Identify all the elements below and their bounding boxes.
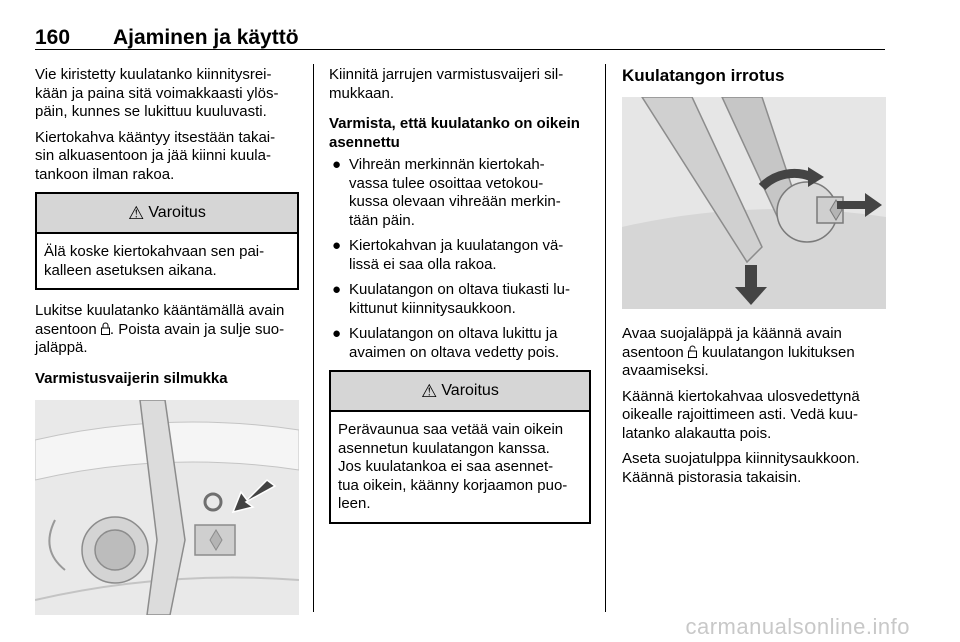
warning-header <box>37 194 297 234</box>
warning-box <box>35 192 299 290</box>
page-number: 160 <box>35 26 71 49</box>
warning-title: Varoitus <box>441 381 499 399</box>
page-header <box>35 22 885 50</box>
list-item: ● Vihreän merkinnän kiertokah- vassa tulee osoittaa vetokou- kussa olevaan vihreään merkin- tään päin. <box>332 156 561 229</box>
page-title: Ajaminen ja käyttö <box>113 26 299 49</box>
column-2 <box>329 66 591 536</box>
section-heading: Kuulatangon irrotus <box>622 66 785 85</box>
lock-open-icon <box>688 345 698 358</box>
warning-text: Älä koske kiertokahvaan sen pai- kalleen asetuksen aikana. <box>44 243 265 279</box>
safety-cable-eye-illustration <box>35 400 299 615</box>
check-list <box>329 156 591 362</box>
paragraph: Vie kiristetty kuulatanko kiinnitysrei- kään ja paina sitä voimakkaasti ylös- päin, kunnes se lukittuu kuuluvasti. <box>35 66 279 120</box>
warning-title: Varoitus <box>148 203 206 221</box>
warning-triangle-icon: ⚠ <box>421 380 438 401</box>
section-heading: Varmistusvaijerin silmukka <box>35 369 228 387</box>
paragraph: Kiertokahva kääntyy itsestään takai- sin alkuasentoon ja jää kiinni kuula- tankoon ilman rakoa. <box>35 128 276 183</box>
list-item: ● Kuulatangon on oltava lukittu ja avaimen on oltava vedetty pois. <box>332 325 560 361</box>
lock-closed-icon <box>101 322 110 335</box>
column-1 <box>35 66 299 615</box>
column-divider-2 <box>605 64 606 612</box>
column-divider-1 <box>313 64 314 612</box>
paragraph: Kiinnitä jarrujen varmistusvaijeri sil- mukkaan. <box>329 66 564 102</box>
warning-triangle-icon: ⚠ <box>128 202 145 223</box>
ball-bar-removal-illustration <box>622 97 886 309</box>
warning-box <box>329 370 591 524</box>
paragraph: Avaa suojaläppä ja käännä avain asentoon kuulatangon lukituksen avaamiseksi. <box>622 325 855 379</box>
list-item: ● Kiertokahvan ja kuulatangon vä- lissä ei saa olla rakoa. <box>332 237 564 273</box>
paragraph: Aseta suojatulppa kiinnitysaukkoon. Käännä pistorasia takaisin. <box>622 450 860 486</box>
watermark: carmanualsonline.info <box>685 614 910 639</box>
paragraph: Käännä kiertokahvaa ulosvedettynä oikealle rajoittimeen asti. Vedä kuu- latanko alakautta pois. <box>622 387 860 442</box>
bold-heading: Varmista, että kuulatanko on oikein asennettu <box>329 115 580 151</box>
list-item: ● Kuulatangon on oltava tiukasti lu- kittunut kiinnitysaukkoon. <box>332 281 570 317</box>
warning-text: Perävaunua saa vetää vain oikein asennetun kuulatangon kanssa. Jos kuulatankoa ei saa asennet- tua oikein, käänny korjaamon puo- leen. <box>338 421 568 512</box>
paragraph: Lukitse kuulatanko kääntämällä avain asentoon . Poista avain ja sulje suo- jaläppä. <box>35 302 285 356</box>
warning-header <box>331 372 589 412</box>
header-rule <box>35 49 885 50</box>
column-3 <box>622 66 886 494</box>
